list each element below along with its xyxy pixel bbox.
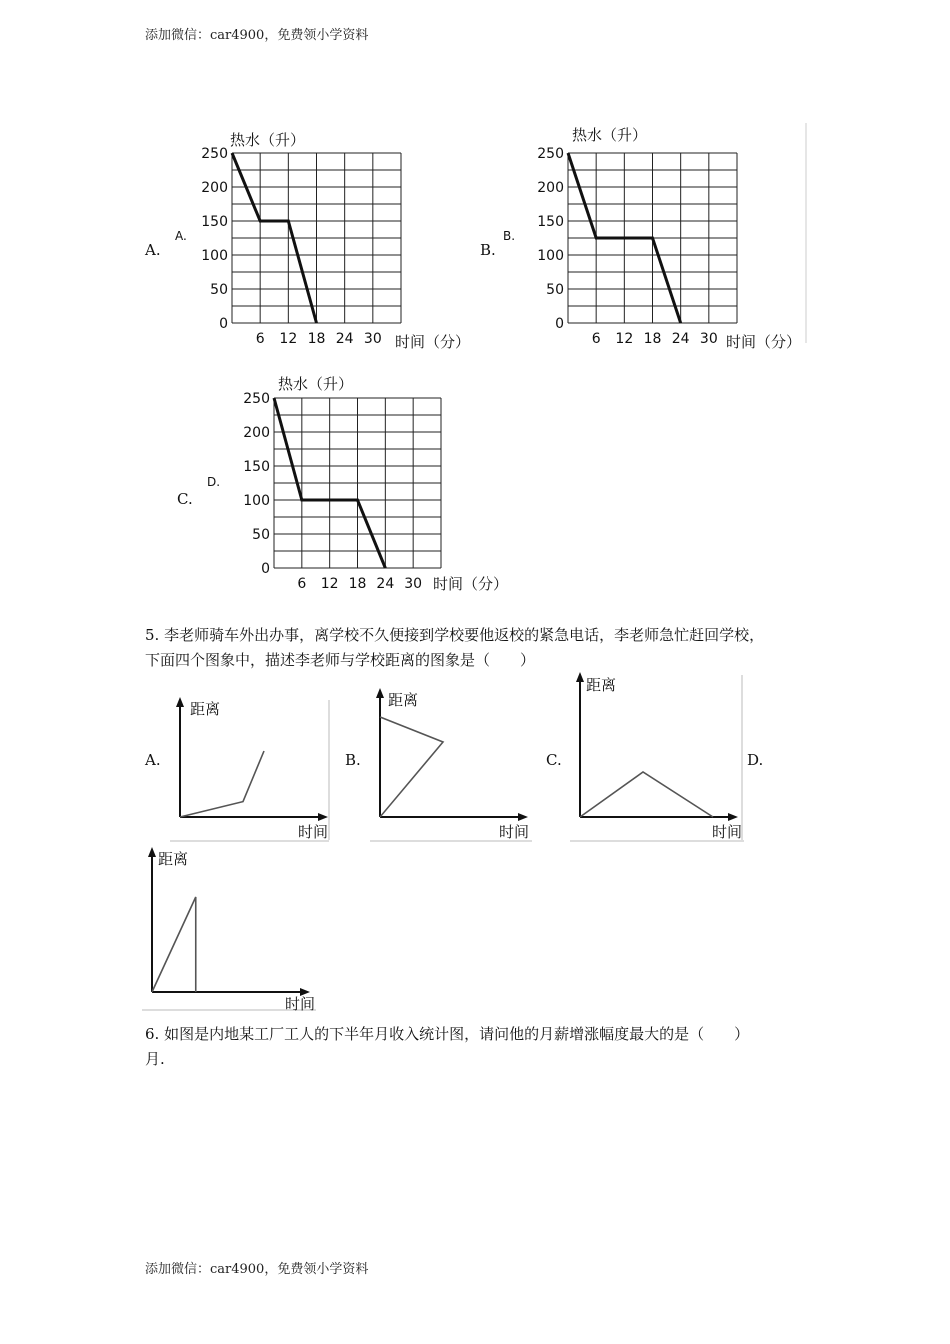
page-footer: 添加微信：car4900，免费领小学资料 (145, 1262, 369, 1277)
q4-option-a-label: A. (145, 241, 161, 259)
q4-chart-a-y-tick: 50 (210, 282, 228, 298)
q4-chart-c-y-tick: 250 (243, 391, 270, 407)
q5-chart-c-y-arrow (576, 672, 584, 682)
q4-chart-c-x-tick: 18 (348, 576, 367, 592)
q4-chart-a-y-tick: 0 (219, 316, 228, 332)
q4-chart-a-y-title: 热水（升） (230, 131, 306, 149)
q4-chart-b-x-tick: 24 (671, 331, 690, 347)
q5-chart-a-x-arrow (318, 813, 328, 821)
q6-stem-line2: 月. (145, 1050, 165, 1068)
q4-chart-c-y-tick: 200 (243, 425, 270, 441)
q4-chart-b-x-tick: 30 (699, 331, 718, 347)
q4-option-b-label: B. (480, 241, 496, 259)
q4-chart-b (500, 118, 815, 355)
q4-chart-a-y-tick: 150 (201, 214, 228, 230)
q5-chart-c-line (580, 772, 713, 817)
q5-chart-d-y-title: 距离 (158, 850, 189, 868)
q4-chart-b-inner-label: B. (503, 229, 516, 243)
q5-option-d-label: D. (747, 751, 764, 769)
q5-chart-b-x-arrow (518, 813, 528, 821)
q5-chart-c (570, 670, 748, 843)
q4-chart-b-y-ticks (537, 146, 564, 332)
q4-chart-c-y-tick: 0 (261, 561, 270, 577)
q4-chart-a-y-ticks (201, 146, 228, 332)
q4-chart-c-y-tick: 100 (243, 493, 270, 509)
q4-chart-b-x-tick: 12 (615, 331, 634, 347)
q4-chart-a-x-tick: 18 (307, 331, 326, 347)
q4-chart-b-y-tick: 100 (537, 248, 564, 264)
q4-chart-c-y-tick: 50 (252, 527, 270, 543)
q4-chart-b-x-title: 时间（分） (726, 333, 802, 351)
q4-chart-c-inner-label: D. (207, 475, 221, 489)
q4-chart-a-inner-label: A. (175, 229, 187, 243)
q4-chart-a-y-tick: 100 (201, 248, 228, 264)
page-header: 添加微信：car4900，免费领小学资料 (145, 28, 369, 43)
q5-option-b-label: B. (345, 751, 361, 769)
q4-chart-c-x-tick: 24 (376, 576, 395, 592)
q4-chart-b-y-title: 热水（升） (572, 126, 648, 144)
q4-chart-c-y-ticks (243, 391, 270, 577)
q4-chart-c-x-ticks (297, 576, 422, 592)
q4-chart-a-x-ticks (256, 331, 382, 347)
q4-chart-b-x-tick: 18 (643, 331, 662, 347)
q5-chart-b-x-title: 时间 (499, 823, 530, 841)
q5-option-c-label: C. (546, 751, 562, 769)
q4-chart-a-y-tick: 250 (201, 146, 228, 162)
q4-chart-c-x-tick: 30 (404, 576, 423, 592)
q4-chart-a-x-tick: 12 (279, 331, 298, 347)
q5-chart-b-y-title: 距离 (388, 691, 419, 709)
q5-chart-b (370, 686, 535, 843)
q5-chart-a-line (180, 751, 264, 817)
q4-chart-c-grid (274, 398, 441, 568)
q4-chart-b-x-tick: 6 (591, 331, 601, 347)
q5-chart-d-y-arrow (148, 847, 156, 857)
q4-chart-b-y-tick: 200 (537, 180, 564, 196)
q5-stem-line2: 下面四个图象中，描述李老师与学校距离的图象是（ ） (145, 651, 536, 669)
q6-stem-line1: 6. 如图是内地某工厂工人的下半年月收入统计图，请问他的月薪增涨幅度最大的是（ ） (145, 1025, 750, 1043)
q5-chart-d-line (152, 897, 196, 992)
q5-chart-b-y-arrow (376, 688, 384, 698)
q4-chart-c-x-tick: 12 (320, 576, 339, 592)
q4-chart-b-x-ticks (592, 331, 718, 347)
q4-chart-a-x-tick: 24 (335, 331, 354, 347)
q5-chart-c-y-title: 距离 (586, 676, 617, 694)
q4-chart-b-y-tick: 150 (537, 214, 564, 230)
q4-chart-a-x-title: 时间（分） (395, 333, 471, 351)
q4-chart-a-x-tick: 30 (363, 331, 382, 347)
q5-option-a-label: A. (145, 751, 161, 769)
q5-chart-a (170, 695, 335, 843)
q5-chart-b-line (380, 717, 443, 817)
q4-option-c-label: C. (177, 490, 193, 508)
q5-chart-a-x-title: 时间 (298, 823, 329, 841)
q5-chart-a-y-title: 距离 (190, 700, 221, 718)
q4-chart-a-y-tick: 200 (201, 180, 228, 196)
q5-chart-d-x-title: 时间 (285, 995, 316, 1012)
q5-chart-c-x-arrow (728, 813, 738, 821)
q5-chart-a-y-arrow (176, 697, 184, 707)
q4-chart-c-y-title: 热水（升） (278, 375, 354, 393)
q4-chart-c-y-tick: 150 (243, 459, 270, 475)
q5-chart-d (142, 845, 320, 1012)
q4-chart-c-x-tick: 6 (297, 576, 307, 592)
q4-chart-b-y-tick: 50 (546, 282, 564, 298)
q4-chart-a (170, 125, 490, 355)
q4-chart-b-y-tick: 0 (555, 316, 564, 332)
q4-chart-b-y-tick: 250 (537, 146, 564, 162)
q4-chart-a-grid (232, 153, 401, 323)
q4-chart-a-x-tick: 6 (255, 331, 265, 347)
q4-chart-c (205, 370, 520, 600)
q5-stem-line1: 5. 李老师骑车外出办事，离学校不久便接到学校要他返校的紧急电话，李老师急忙赶回学校， (145, 626, 765, 644)
q4-chart-c-x-title: 时间（分） (433, 575, 509, 593)
q5-chart-c-x-title: 时间 (712, 823, 743, 841)
